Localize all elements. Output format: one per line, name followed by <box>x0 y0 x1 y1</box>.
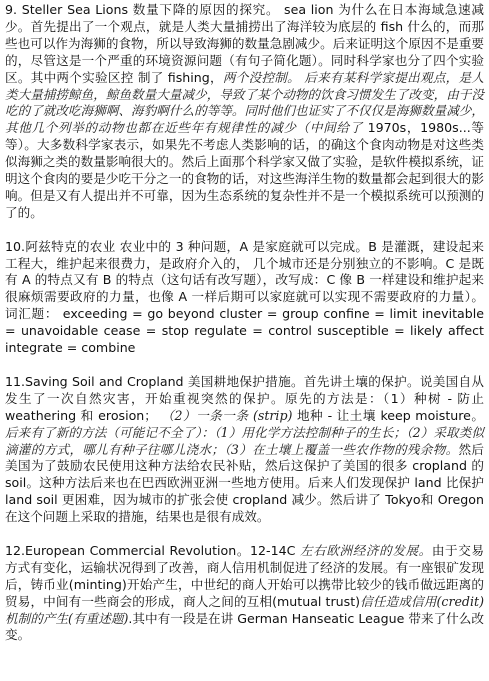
text-segment: 9. Steller Sea Lions 数量下降的原因的探究。 sea lion 为什么在日本海域急速减少。首先提出了一个观点，就是人类大量捕捞出了海洋较为底层的 fish 什么的，而那些也可以作为海狮的食物，所以导致海狮的数量急剧减少。后来证明这个原因不是重要的，尽管这是一个严重的环境资源问题（有句子简化题）。同时科学家也分了四个实验区。其中两个实验区控 制了 fishing， <box>5 2 484 85</box>
paragraph-steller-sea-lions <box>5 2 484 222</box>
text-segment: 地种 - 让土壤 keep moisture。 <box>296 407 484 423</box>
text-segment-handwritten: 两个没控制。 后来有某科学家提出观点，是人类大量捕捞鲸鱼，鲸鱼数量大量减少，导致了某个动物的饮食习惯发生了改变，由于没吃的了就改吃海狮啊、海豹啊什么的等等。同时他们也证实了不仅仅是海狮数量减少，其他几个列举的动物也都在近些年有规律性的减少（中间给了 <box>5 69 484 136</box>
text-segment-handwritten: （2）一条一条 (strip) <box>161 407 297 423</box>
text-segment: 11.Saving Soil and Cropland 美国耕地保护措施。首先讲土壤的保护。说美国自从发生了一次自然灾害，开始重视突然的保护。原先的方法是：（1）种树 - 防止 weathering 和 erosion； <box>5 373 484 423</box>
text-segment: 12.European Commercial Revolution。12-14C <box>5 542 300 558</box>
text-segment: 然后美国为了鼓励农民使用这种方法给农民补贴，然后这保护了美国的很多 cropland 的 soil。这种方法后来也在巴西欧洲亚洲一些地方使用。后来人们发现保护 land 比保护 land soil 更困难，因为城市的扩张会使 cropland 减少。然后讲了 Tokyo和 Oregon 在这个问题上采取的措施，结果也是很有成效。 <box>5 441 485 525</box>
paragraph-aztec-agriculture <box>5 239 484 357</box>
text-segment-handwritten: 信任造成信用(credit)机制的产生(有重述题) <box>5 593 484 626</box>
paragraph-european-commercial-revolution <box>5 543 484 644</box>
text-segment-handwritten: 后来有了新的方法（可能记不全了）：（1）用化学方法控制种子的生长；（2）采取类似滴灌的方式，哪儿有种子往哪儿浇水；（3）在土壤上覆盖一些农作物的残余物。 <box>5 424 484 457</box>
paragraph-saving-soil-cropland <box>5 374 484 526</box>
text-segment: 1970s，1980s...等等）。大多数科学家表示，如果先不考虑人类影响的话，的确这个食肉动物是对这些类似海狮之类的数量影响很大的。然后上面那个科学家又做了实验，是软件模拟系统，证明这个食肉的要是少吃干分之一的食物的话，对这些海洋生物的数量都会起到很大的影响。但是又有人提出并不可靠，因为生态系统的复杂性并不是一个模拟系统可以预测的了的。 <box>5 120 484 220</box>
text-segment: 10.阿兹特克的农业 农业中的 3 种问题，A 是家庭就可以完成。B 是灌溉，建设起来工程大，维护起来很费力，是政府介入的， 几个城市还是分别独立的不影响。C 是既有 A 的特点又有 B 的特点（这句话有改写题），改写成：C 像 B 一样建设和维护起来很麻烦需要政府的力量，也像 A 一样后期可以家庭就可以实现不需要政府的力量）。 词汇题： exceeding = go beyond cluster = group confine = limit inevitable = unavoidable cease = stop regulate = control susceptible = likely affect integrate = combine <box>5 238 484 356</box>
text-segment: .其中有一段是在讲 German Hanseatic League 带来了什么改变。 <box>5 610 484 643</box>
text-segment: 由于交易方式有变化，运输状况得到了改善，商人信用机制促进了经济的发展。有一座银矿发现后，铸币业(minting)开始产生，中世纪的商人开始可以携带比较少的钱币做远距离的贸易，中间有一些商会的形成，商人之间的互相(mutual trust) <box>5 542 484 609</box>
text-segment-handwritten: 左右欧洲经济的发展。 <box>299 542 432 558</box>
